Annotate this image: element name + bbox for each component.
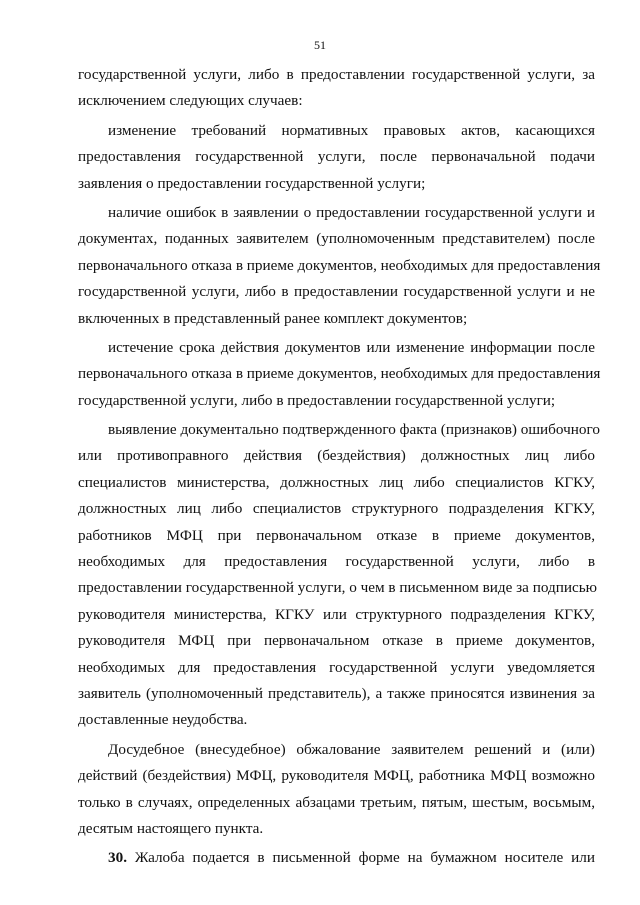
paragraph-line: или противоправного действия (бездействия) должностных лиц либо	[78, 447, 595, 465]
paragraph-line: изменение требований нормативных правовых актов, касающихся	[108, 121, 595, 139]
document-body	[78, 62, 601, 872]
paragraph-line: руководителя МФЦ при первоначальном отказе в приеме документов,	[78, 632, 595, 650]
paragraph-line: государственной услуги, либо в предоставлении государственной услуги;	[78, 391, 556, 409]
paragraph-line: необходимых для предоставления государственной услуги, либо в	[78, 553, 595, 571]
paragraph-line: Досудебное (внесудебное) обжалование заявителем решений и (или)	[108, 740, 595, 758]
paragraph-line: истечение срока действия документов или изменение информации после	[108, 338, 595, 356]
paragraph-line: включенных в представленный ранее комплект документов;	[78, 309, 468, 327]
paragraph-line: предоставления государственной услуги, после первоначальной подачи	[78, 148, 595, 166]
paragraph-line: выявление документально подтвержденного факта (признаков) ошибочного	[108, 421, 600, 439]
paragraph-line: работников МФЦ при первоначальном отказе в приеме документов,	[78, 526, 595, 544]
paragraph-line: первоначального отказа в приеме документов, необходимых для предоставления	[78, 365, 601, 383]
paragraph-line: только в случаях, определенных абзацами третьим, пятым, шестым, восьмым,	[78, 793, 595, 811]
paragraph-line: документах, поданных заявителем (уполномоченным представителем) после	[78, 230, 595, 248]
paragraph-line: специалистов министерства, должностных лиц либо специалистов КГКУ,	[78, 473, 595, 491]
item-text: Жалоба подается в письменной форме на бумажном носителе или	[126, 849, 595, 867]
paragraph-line: наличие ошибок в заявлении о предоставлении государственной услуги и	[108, 203, 595, 221]
paragraph-line: необходимых для предоставления государственной услуги уведомляется	[78, 658, 595, 676]
paragraph-line: исключением следующих случаев:	[78, 92, 303, 110]
paragraph-line: руководителя министерства, КГКУ или структурного подразделения КГКУ,	[78, 605, 595, 623]
paragraph-line: предоставлении государственной услуги, о чем в письменном виде за подписью	[78, 579, 597, 597]
paragraph-line: государственной услуги, либо в предоставлении государственной услуги и не	[78, 283, 595, 301]
paragraph-line: действий (бездействия) МФЦ, руководителя МФЦ, работника МФЦ возможно	[78, 767, 595, 785]
paragraph-line: заявитель (уполномоченный представитель), а также приносятся извинения за	[78, 684, 595, 702]
paragraph-line: должностных лиц либо специалистов структурного подразделения КГКУ,	[78, 500, 595, 518]
paragraph-line: десятым настоящего пункта.	[78, 819, 264, 837]
paragraph-line: первоначального отказа в приеме документов, необходимых для предоставления	[78, 256, 601, 274]
numbered-item-line	[78, 845, 595, 871]
item-number: 30.	[108, 849, 127, 867]
page-number: 51	[314, 38, 326, 52]
paragraph-line: заявления о предоставлении государственной услуги;	[78, 174, 426, 192]
paragraph-line: государственной услуги, либо в предоставлении государственной услуги, за	[78, 66, 595, 83]
paragraph-line: доставленные неудобства.	[78, 711, 248, 729]
